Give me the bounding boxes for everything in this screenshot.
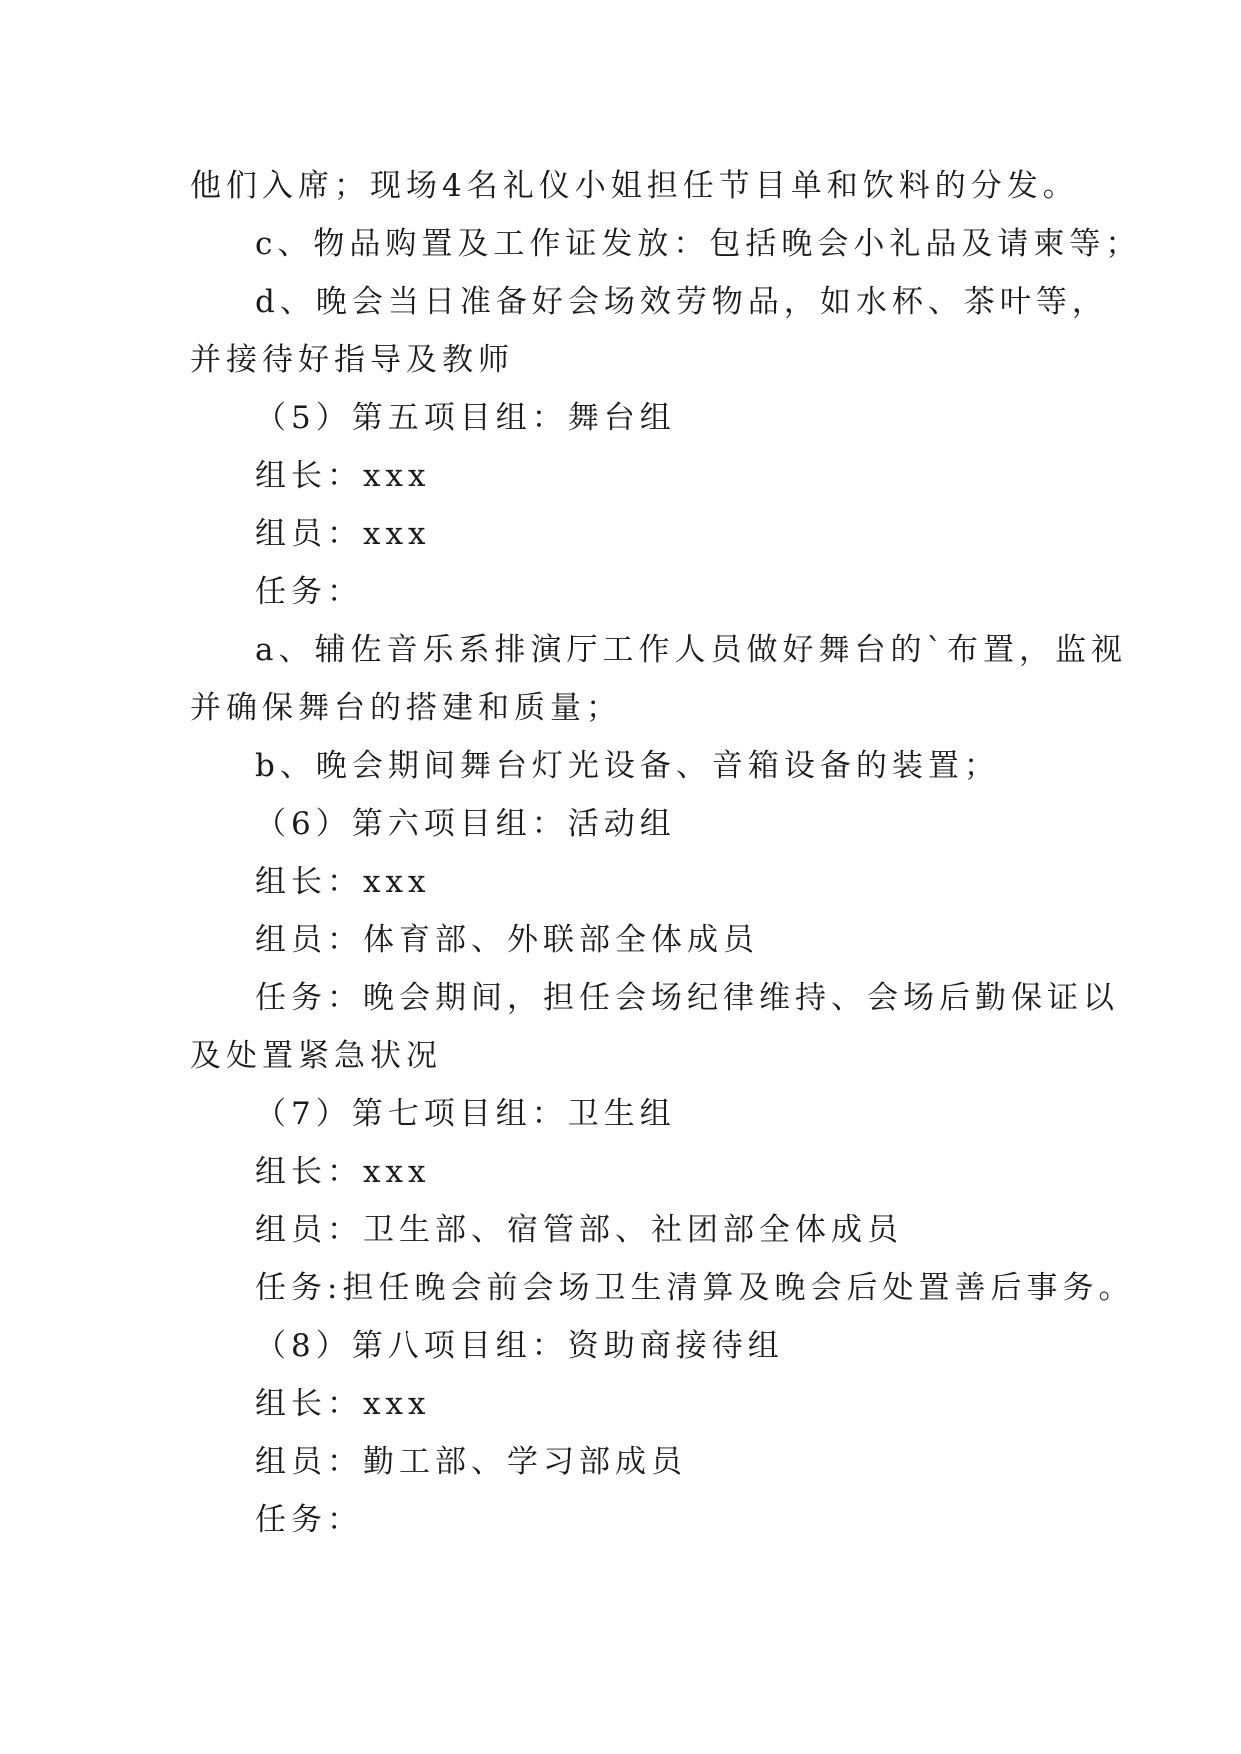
members-line-6: 组员：体育部、外联部全体成员 [255, 922, 759, 958]
section-heading-7: （7）第七项目组：卫生组 [255, 1096, 676, 1132]
task-line-6-cont: 及处置紧急状况 [190, 1038, 442, 1074]
members-line-5: 组员：xxx [255, 516, 431, 552]
task-label-8: 任务： [255, 1502, 363, 1538]
task-item-a-5-cont: 并确保舞台的搭建和质量； [190, 690, 622, 726]
section-heading-5: （5）第五项目组：舞台组 [255, 400, 676, 436]
task-label-5: 任务： [255, 574, 363, 610]
task-line-6: 任务：晚会期间，担任会场纪律维持、会场后勤保证以 [255, 980, 1119, 1016]
leader-line-8: 组长：xxx [255, 1386, 431, 1422]
members-line-7: 组员：卫生部、宿管部、社团部全体成员 [255, 1212, 903, 1248]
section-heading-8: （8）第八项目组：资助商接待组 [255, 1328, 784, 1364]
task-item-b-5: b、晚会期间舞台灯光设备、音箱设备的装置； [255, 748, 1000, 784]
text-line-item-c: c、物品购置及工作证发放：包括晚会小礼品及请柬等； [255, 226, 1142, 262]
task-item-a-5: a、辅佐音乐系排演厅工作人员做好舞台的`布置，监视 [255, 632, 1127, 668]
members-line-8: 组员：勤工部、学习部成员 [255, 1444, 687, 1480]
section-heading-6: （6）第六项目组：活动组 [255, 806, 676, 842]
text-line-ushers: 他们入席；现场4名礼仪小姐担任节目单和饮料的分发。 [190, 168, 1079, 204]
leader-line-7: 组长：xxx [255, 1154, 431, 1190]
text-line-item-d: d、晚会当日准备好会场效劳物品，如水杯、茶叶等， [255, 284, 1108, 320]
text-line-item-d-cont: 并接待好指导及教师 [190, 342, 514, 378]
leader-line-5: 组长：xxx [255, 458, 431, 494]
leader-line-6: 组长：xxx [255, 864, 431, 900]
task-line-7: 任务:担任晚会前会场卫生清算及晚会后处置善后事务。 [255, 1270, 1135, 1306]
